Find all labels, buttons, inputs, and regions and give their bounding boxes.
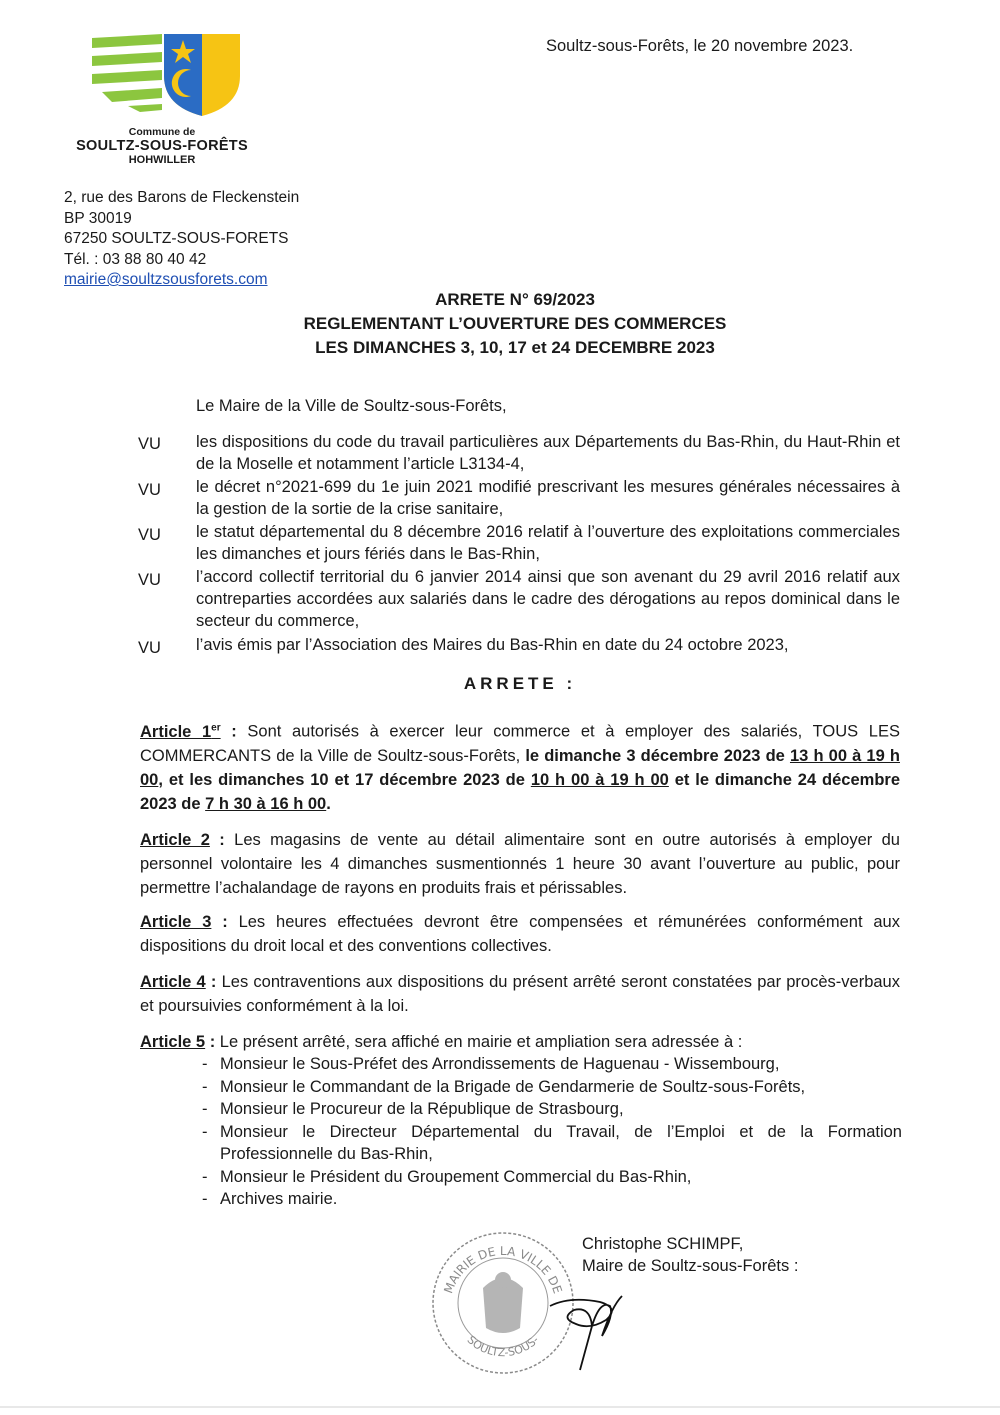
- article-2: [140, 828, 900, 900]
- time-range: 10 h 00 à 19 h 00: [530, 770, 669, 789]
- vu-label: VU: [138, 571, 161, 589]
- list-item: - Monsieur le Directeur Départemental du Travail, de l’Emploi et de la Formation Professionnelle du Bas-Rhin,: [202, 1121, 902, 1166]
- vu-item: le statut départemental du 8 décembre 2016 relatif à l’ouverture des exploitations commerciales les dimanches et jours fériés dans le Bas-Rhin,: [196, 523, 900, 563]
- list-item: - Monsieur le Président du Groupement Commercial du Bas-Rhin,: [202, 1166, 902, 1189]
- svg-text:SOULTZ-SOUS-: SOULTZ-SOUS-: [464, 1333, 542, 1360]
- signer-role: Maire de Soultz-sous-Forêts :: [582, 1257, 799, 1275]
- vu-item: l’avis émis par l’Association des Maires du Bas-Rhin en date du 24 octobre 2023,: [196, 636, 789, 654]
- title-dates: LES DIMANCHES 3, 10, 17 et 24 DECEMBRE 2023: [315, 338, 715, 357]
- signer-name: Christophe SCHIMPF,: [582, 1235, 744, 1253]
- vu-label: VU: [138, 481, 161, 499]
- handwritten-signature: [540, 1266, 630, 1381]
- commune-subname: HOHWILLER: [128, 154, 196, 166]
- page-bottom-rule: [0, 1406, 1000, 1408]
- intro-text: Le Maire de la Ville de Soultz-sous-Forêts,: [196, 397, 507, 415]
- date-line: Soultz-sous-Forêts, le 20 novembre 2023.: [546, 37, 854, 55]
- list-item: - Monsieur le Commandant de la Brigade de Gendarmerie de Soultz-sous-Forêts,: [202, 1076, 902, 1099]
- list-item: - Monsieur le Procureur de la République de Strasbourg,: [202, 1098, 902, 1121]
- commune-label: Commune de: [128, 126, 196, 138]
- vu-label: VU: [138, 526, 161, 544]
- article-label: Article 4 :: [140, 973, 217, 991]
- article-4: [140, 970, 900, 1018]
- article-text: Les contraventions aux dispositions du présent arrêté seront constatées par procès-verbaux et poursuivies conformément à la loi.: [140, 973, 900, 1015]
- article-label: Article 1er :: [140, 722, 237, 741]
- document-title: [0, 288, 1000, 360]
- article-5: [140, 1030, 900, 1054]
- vu-label: VU: [138, 639, 161, 657]
- title-number: ARRETE N° 69/2023: [435, 290, 595, 309]
- article-text: Les heures effectuées devront être compensées et rémunérées conformément aux dispositions du droit local et des conventions collectives.: [140, 913, 900, 955]
- article-text: Le présent arrêté, sera affiché en mairie et ampliation sera adressée à :: [215, 1033, 743, 1051]
- logo-emblem-icon: [88, 30, 242, 118]
- address-city: 67250 SOULTZ-SOUS-FORETS: [64, 230, 289, 247]
- logo-stripes-icon: [92, 34, 162, 112]
- list-item: - Monsieur le Sous-Préfet des Arrondissements de Haguenau - Wissembourg,: [202, 1053, 902, 1076]
- address-phone: Tél. : 03 88 80 40 42: [64, 250, 207, 268]
- article-label: Article 2 :: [140, 831, 225, 849]
- vu-label: VU: [138, 435, 161, 453]
- commune-name: SOULTZ-SOUS-FORÊTS: [76, 138, 248, 154]
- time-range: 7 h 30 à 16 h 00: [205, 794, 327, 813]
- article-1: Article 1er : Sont autorisés à exercer leur commerce et à employer des salariés, TOUS LES COMMERCANTS de la Ville de Soultz-sous-Forêts, le dimanche 3 décembre 2023 de 13 h 00 à 19 h 00, et les dimanches 10 et 17 décembre 2023 de 10 h 00 à 19 h 00 et le dimanche 24 décembre 2023 de 7 h 30 à 16 h 00.: [140, 722, 900, 813]
- logo-shield-icon: [164, 34, 240, 116]
- svg-text:MAIRIE DE LA VILLE DE: MAIRIE DE LA VILLE DE: [441, 1243, 565, 1296]
- signer-block: [582, 1233, 798, 1277]
- list-item: - Archives mairie.: [202, 1188, 902, 1211]
- address-bp: BP 30019: [64, 209, 132, 227]
- time-range: 13 h 00 à 19 h 00: [140, 746, 900, 789]
- arrete-heading: ARRETE :: [463, 674, 577, 693]
- vu-item: le décret n°2021-699 du 1e juin 2021 modifié prescrivant les mesures générales nécessaires à la gestion de la sortie de la crise sanitaire,: [196, 478, 900, 518]
- article-text: Sont autorisés à exercer leur commerce et à employer des salariés, TOUS LES COMMERCANTS de la Ville de Soultz-sous-Forêts,: [140, 722, 900, 765]
- title-subject: REGLEMENTANT L’OUVERTURE DES COMMERCES: [303, 314, 727, 333]
- recipients-list: [202, 1053, 902, 1211]
- article-label: Article 3 :: [140, 913, 228, 931]
- email-link[interactable]: mairie@soultzsousforets.com: [64, 271, 268, 288]
- article-label: Article 5 :: [140, 1033, 216, 1051]
- address-street: 2, rue des Barons de Fleckenstein: [64, 189, 300, 206]
- vu-item: les dispositions du code du travail particulières aux Départements du Bas-Rhin, du Haut-Rhin et de la Moselle et notamment l’article L3134-4,: [196, 433, 900, 473]
- commune-logo: [76, 30, 248, 166]
- vu-item: l’accord collectif territorial du 6 janvier 2014 ainsi que son avenant du 29 avril 2016 relatif aux contreparties accordées aux salariés dans le cadre des dérogations au repos dominical dans le secteur du commerce,: [196, 568, 900, 630]
- article-3: [140, 910, 900, 958]
- article-text: Les magasins de vente au détail alimentaire sont en outre autorisés à employer du personnel volontaire les 4 dimanches susmentionnés 1 heure 30 avant l’ouverture au public, pour permettre l’achalandage de rayons en produits frais et périssables.: [140, 831, 900, 897]
- address-block: [64, 188, 299, 291]
